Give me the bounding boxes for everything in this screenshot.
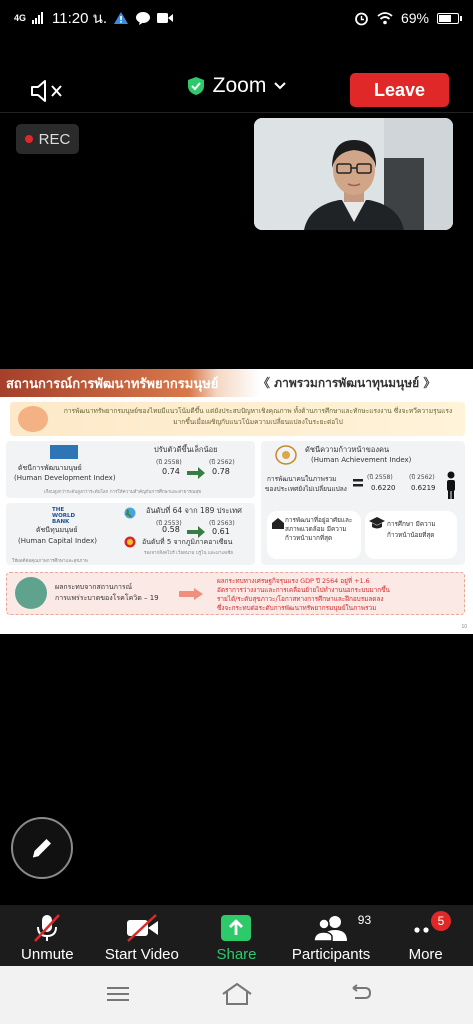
wifi-icon: [377, 11, 393, 25]
hci-name: ดัชนีทุนมนุษย์: [36, 526, 78, 534]
microphone-muted-icon: [30, 913, 64, 943]
more-badge: 5: [431, 911, 451, 931]
ahi-panel: [261, 441, 465, 565]
hdi-value-b: 0.78: [212, 467, 230, 476]
hci-year-a: (ปี 2553): [156, 520, 182, 527]
recording-indicator: [16, 124, 79, 154]
shield-check-icon: [187, 76, 205, 96]
hci-panel: [6, 503, 255, 565]
divider: [0, 112, 473, 113]
ahi-value-b: 0.6219: [411, 484, 436, 492]
unmute-label: Unmute: [21, 946, 74, 963]
education-card: [365, 511, 457, 559]
hci-name-en: (Human Capital Index): [18, 537, 97, 545]
covid-bullet: ซึ่งจะกระทบต่อระดับการพัฒนาทรัพยากรมนุษย์ในภาพรวม: [217, 604, 377, 612]
covid-bullet: อัตราการว่างงานและการเคลื่อนย้ายไปทำงานนอกระบบมากขึ้น: [217, 586, 390, 594]
share-screen-icon: [219, 913, 253, 943]
recording-label: REC: [38, 130, 71, 148]
network-indicator: 4G: [14, 12, 27, 23]
pencil-icon: [29, 835, 55, 861]
participants-button[interactable]: [284, 905, 379, 966]
hdi-value-a: 0.74: [162, 467, 180, 476]
summary-text: การพัฒนาทรัพยากรมนุษย์ของไทยมีแนวโน้มดีขึ้น แต่ยังประสบปัญหาเชิงคุณภาพ ทั้งด้านการศึกษาและทักษะแรงงาน ซึ่งจะทวีความรุนแรงมากขึ้นเมื่อเผชิญกับแนวโน้มความเปลี่ยนแปลงในระยะต่อไป: [63, 407, 453, 426]
warning-icon: [113, 11, 129, 25]
slide-header: [0, 369, 473, 397]
hdi-name: ดัชนีการพัฒนามนุษย์: [18, 464, 82, 472]
speaker-video-thumbnail[interactable]: [254, 118, 453, 230]
recent-apps-icon[interactable]: [107, 985, 129, 1003]
virus-icon: [15, 577, 47, 609]
covid-bullets: [217, 577, 390, 613]
equals-icon: [353, 479, 363, 487]
chevron-down-icon: [274, 82, 286, 90]
covid-heading-line-1: ผลกระทบจากสถานการณ์: [55, 583, 133, 591]
more-label: More: [408, 946, 443, 963]
ahi-desc-1: การพัฒนาคนในภาพรวม: [267, 475, 337, 483]
system-navigation-bar: [0, 966, 473, 1024]
hdi-year-a: (ปี 2558): [156, 459, 182, 466]
share-label: Share: [216, 946, 257, 963]
participants-label: Participants: [291, 946, 371, 963]
hdi-name-en: (Human Development Index): [14, 474, 116, 482]
person-icon: [445, 471, 457, 499]
covid-bullet: ผลกระทบทางเศรษฐกิจรุนแรง GDP ปี 2564 อยู่ที่ +1.6: [217, 577, 370, 585]
hci-rank-asean: อันดับที่ 5 จากภูมิภาคอาเซียน: [142, 538, 233, 546]
covid-heading: [55, 582, 159, 604]
ahi-name-en: (Human Achievement Index): [311, 456, 412, 464]
hci-value-a: 0.58: [162, 525, 180, 534]
ahi-year-b: (ปี 2562): [409, 474, 435, 481]
housing-card: [267, 511, 361, 559]
housing-text: การพัฒนาที่อยู่อาศัยและสภาพแวดล้อม มีความก้าวหน้ามากที่สุด: [285, 516, 353, 542]
hdi-year-b: (ปี 2562): [209, 459, 235, 466]
unmute-button[interactable]: [0, 905, 95, 966]
house-icon: [271, 517, 285, 529]
signal-icon: [32, 12, 46, 24]
battery-icon: [437, 13, 459, 24]
covid-bullet: รายได้/ระดับสุขภาวะ/โอกาสทางการศึกษาและฝึกอบรมลดลง: [217, 595, 384, 603]
start-video-label: Start Video: [104, 946, 179, 963]
education-text: การศึกษา มีความก้าวหน้าน้อยที่สุด: [387, 520, 436, 539]
people-illustration-icon: [18, 406, 48, 432]
covid-impact-panel: [6, 572, 465, 615]
asean-logo-icon: [124, 536, 136, 548]
hdi-panel: [6, 441, 255, 498]
alarm-icon: [354, 11, 369, 26]
more-button[interactable]: [378, 905, 473, 966]
hci-rank-world: อันดับที่ 64 จาก 189 ประเทศ: [146, 506, 242, 515]
hci-value-b: 0.61: [212, 527, 230, 536]
home-icon[interactable]: [221, 982, 253, 1006]
summary-banner: [10, 402, 465, 436]
covid-heading-line-2: การแพร่ระบาดของโรคโควิด – 19: [55, 594, 159, 602]
ahi-year-a: (ปี 2558): [367, 474, 393, 481]
hci-year-b: (ปี 2563): [209, 520, 235, 527]
world-bank-logo: THE WORLD BANK: [52, 507, 76, 525]
meeting-toolbar: [0, 905, 473, 966]
leave-button[interactable]: Leave: [350, 73, 449, 107]
globe-icon: [124, 507, 136, 519]
arrow-right-icon: [179, 588, 203, 600]
participants-count: 93: [357, 913, 372, 927]
battery-percent: 69%: [400, 10, 429, 26]
camera-off-icon: [125, 913, 159, 943]
slide-subtitle: 《 ภาพรวมการพัฒนาทุนมนุษย์ 》: [258, 376, 436, 390]
meeting-title-label: Zoom: [212, 74, 267, 97]
emblem-icon: [275, 445, 297, 465]
record-dot-icon: [25, 135, 33, 143]
hdi-change: ปรับตัวดีขึ้นเล็กน้อย: [154, 445, 218, 454]
back-icon[interactable]: [349, 984, 371, 1002]
ahi-desc-2: ของประเทศยังไม่เปลี่ยนแปลง: [265, 485, 347, 493]
ahi-name: ดัชนีความก้าวหน้าของคน: [305, 445, 390, 454]
graduation-cap-icon: [369, 517, 385, 529]
line-app-icon: [135, 11, 151, 25]
hci-note: ให้ผลดีต่อคุณภาพการศึกษาและสุขภาพ: [12, 559, 88, 564]
status-time: 11:20 น.: [52, 10, 108, 27]
start-video-button[interactable]: [95, 905, 190, 966]
status-bar: [0, 0, 473, 36]
speaker-video-image: [254, 118, 453, 230]
hci-asean-note: รองจากสิงคโปร์ เวียดนาม บรูไน และมาเลเซีย: [144, 551, 234, 556]
meeting-top-bar: [0, 64, 473, 116]
undp-logo-icon: [50, 445, 78, 459]
ahi-value-a: 0.6220: [371, 484, 396, 492]
participants-icon: [314, 913, 348, 943]
annotate-button[interactable]: [11, 817, 73, 879]
arrow-right-icon: [187, 467, 205, 479]
slide-page-number: 10: [461, 624, 467, 630]
hdi-note: เกือบสูงกว่าระดับสูงกว่าระดับโลก การให้ความสำคัญกับการศึกษาและสาธารณสุข: [44, 490, 202, 495]
video-app-icon: [157, 12, 173, 24]
shared-screen-slide[interactable]: [0, 369, 473, 634]
slide-title: สถานการณ์การพัฒนาทรัพยากรมนุษย์: [6, 377, 219, 392]
share-button[interactable]: [189, 905, 284, 966]
